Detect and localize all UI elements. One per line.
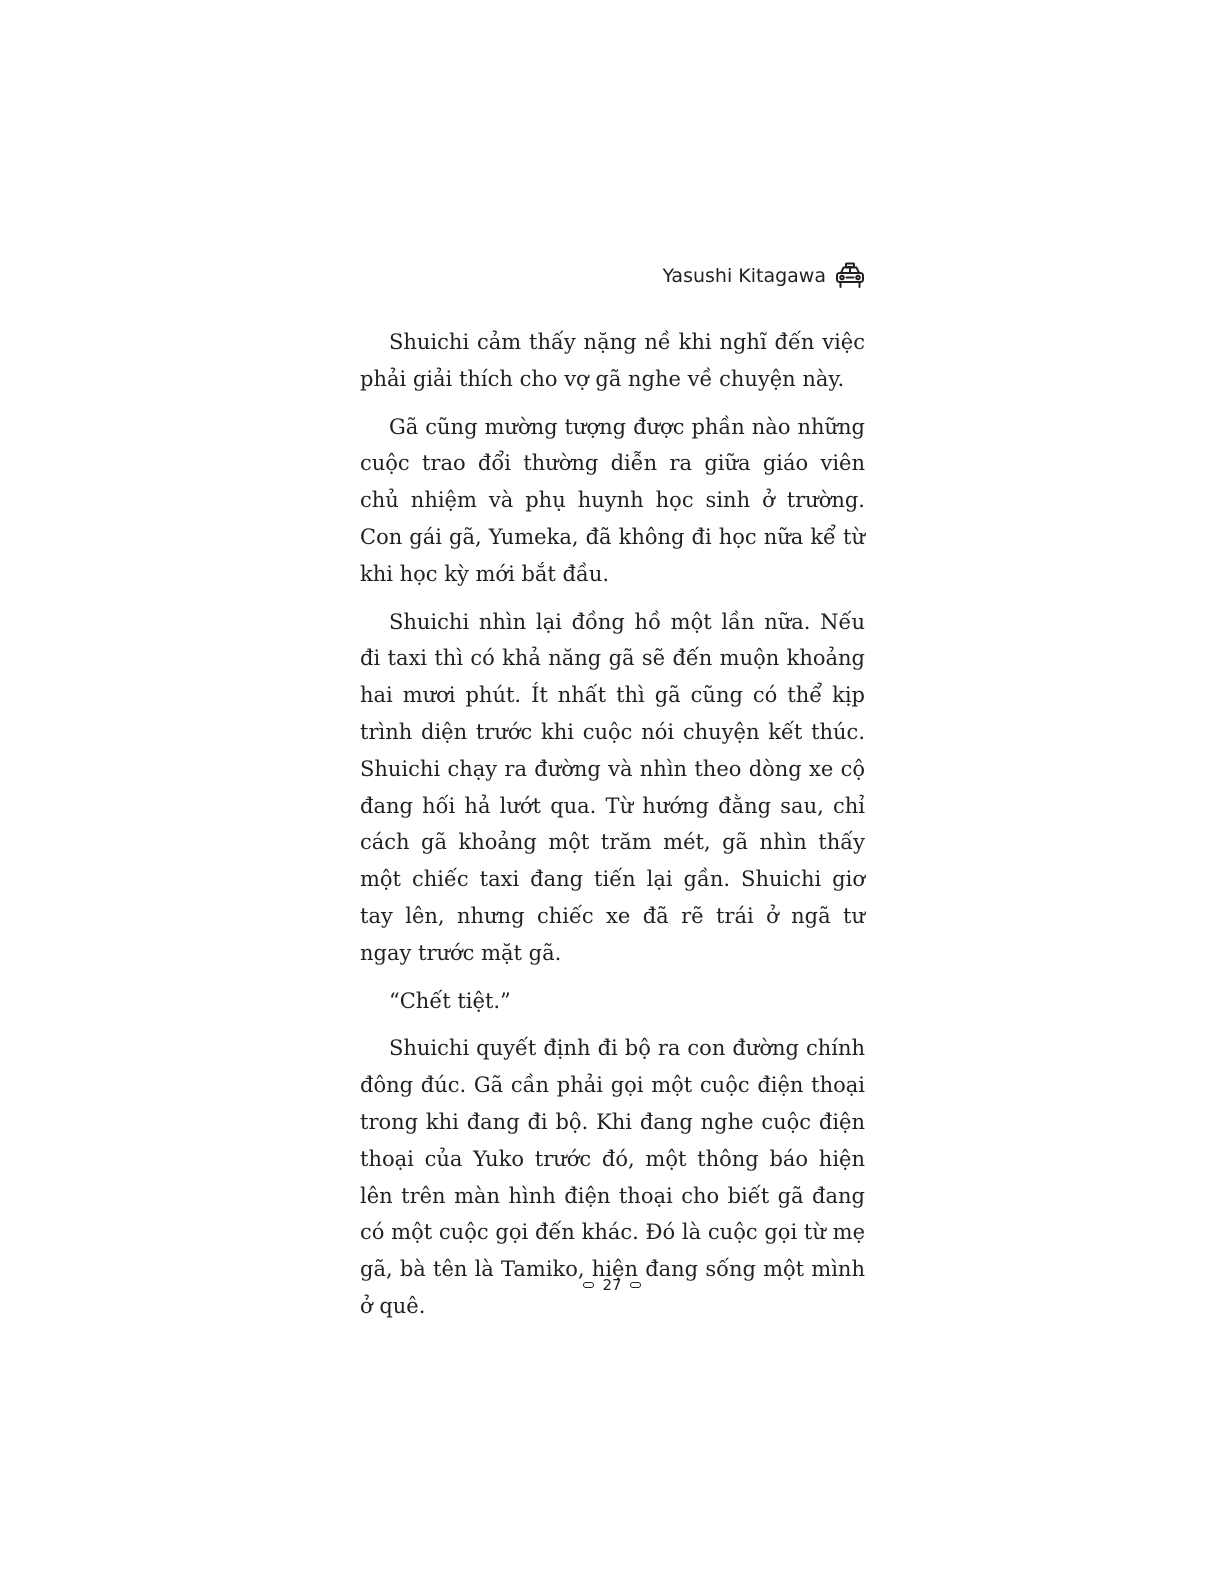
author-name: Yasushi Kitagawa [662, 265, 826, 287]
page-footer [0, 1276, 1224, 1294]
right-ornament-icon [630, 1282, 641, 1288]
paragraph: Shuichi nhìn lại đồng hồ một lần nữa. Nếu đi taxi thì có khả năng gã sẽ đến muộn khoảng hai mươi phút. Ít nhất thì gã cũng có thể kịp trình diện trước khi cuộc nói chuyện kết thúc. Shuichi chạy ra đường và nhìn theo dòng xe cộ đang hối hả lướt qua. Từ hướng đằng sau, chỉ cách gã khoảng một trăm mét, gã nhìn thấy một chiếc taxi đang tiến lại gần. Shuichi giơ tay lên, nhưng chiếc xe đã rẽ trái ở ngã tư ngay trước mặt gã. [360, 609, 865, 965]
paragraph: “Chết tiệt.” [389, 988, 511, 1013]
running-header [662, 262, 866, 290]
paragraph: Shuichi cảm thấy nặng nề khi nghĩ đến việc phải giải thích cho vợ gã nghe về chuyện này. [360, 330, 865, 391]
body-text [360, 324, 865, 1336]
paragraph: Gã cũng mường tượng được phần nào những cuộc trao đổi thường diễn ra giữa giáo viên chủ nhiệm và phụ huynh học sinh ở trường. Con gái gã, Yumeka, đã không đi học nữa kể từ khi học kỳ mới bắt đầu. [360, 414, 865, 586]
page-number: 27 [602, 1276, 622, 1294]
left-ornament-icon [583, 1282, 594, 1288]
taxi-icon [834, 262, 866, 290]
paragraph: Shuichi quyết định đi bộ ra con đường chính đông đúc. Gã cần phải gọi một cuộc điện thoại trong khi đang đi bộ. Khi đang nghe cuộc điện thoại của Yuko trước đó, một thông báo hiện lên trên màn hình điện thoại cho biết gã đang có một cuộc gọi đến khác. Đó là cuộc gọi từ mẹ gã, bà tên là Tamiko, hiện đang sống một mình ở quê. [360, 1036, 865, 1318]
